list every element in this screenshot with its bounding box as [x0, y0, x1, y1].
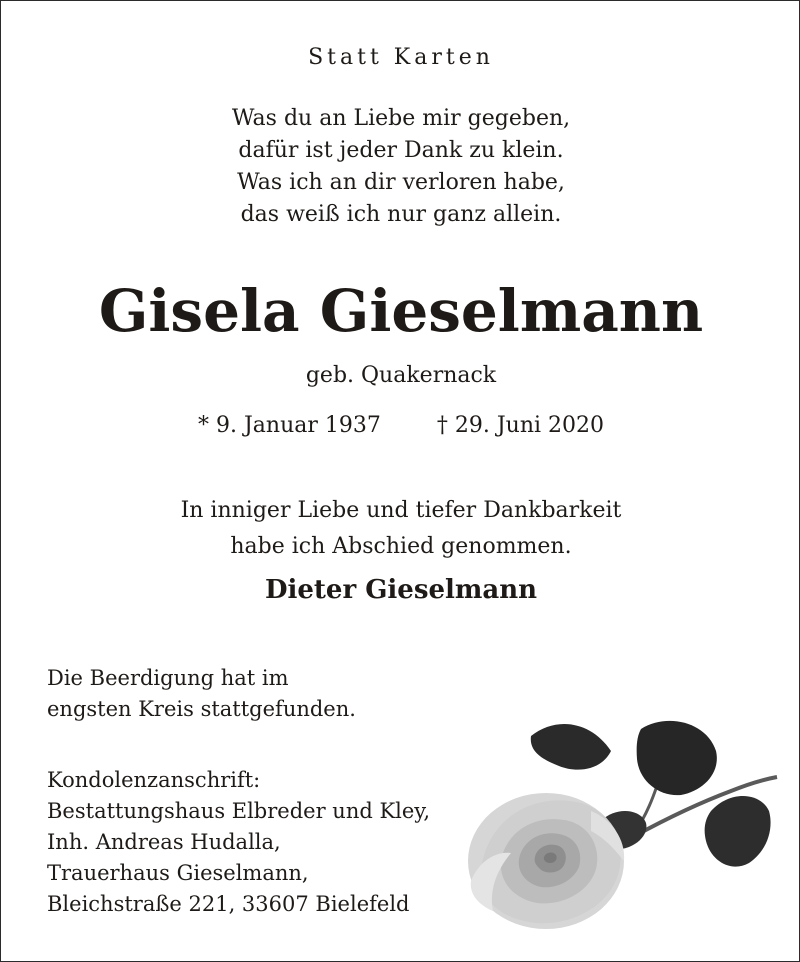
- birth-name: geb. Quakernack: [305, 363, 497, 388]
- funeral-line: engsten Kreis stattgefunden.: [47, 697, 356, 721]
- farewell-line: In inniger Liebe und tiefer Dankbarkeit: [180, 498, 622, 523]
- death-date: † 29. Juni 2020: [436, 413, 605, 438]
- rose-icon: [441, 711, 786, 945]
- address-line: Bestattungshaus Elbreder und Kley,: [47, 799, 431, 823]
- farewell-line: habe ich Abschied genommen.: [230, 534, 572, 559]
- farewell-text: [1, 493, 800, 565]
- poem: [1, 103, 800, 231]
- address-line: Kondolenzanschrift:: [47, 768, 261, 792]
- header-statt-karten: Statt Karten: [308, 45, 494, 70]
- poem-line: das weiß ich nur ganz allein.: [240, 202, 562, 227]
- address-line: Trauerhaus Gieselmann,: [47, 861, 309, 885]
- funeral-note: [47, 663, 356, 725]
- address-line: Bleichstraße 221, 33607 Bielefeld: [47, 892, 410, 916]
- life-dates: [1, 413, 800, 438]
- poem-line: Was ich an dir verloren habe,: [237, 170, 565, 195]
- condolence-address: [47, 765, 430, 920]
- funeral-line: Die Beerdigung hat im: [47, 666, 289, 690]
- poem-line: dafür ist jeder Dank zu klein.: [238, 138, 564, 163]
- birth-date: * 9. Januar 1937: [197, 413, 381, 438]
- poem-line: Was du an Liebe mir gegeben,: [231, 106, 571, 131]
- address-line: Inh. Andreas Hudalla,: [47, 830, 281, 854]
- signer-name: Dieter Gieselmann: [264, 575, 538, 605]
- deceased-name: Gisela Gieselmann: [98, 277, 704, 345]
